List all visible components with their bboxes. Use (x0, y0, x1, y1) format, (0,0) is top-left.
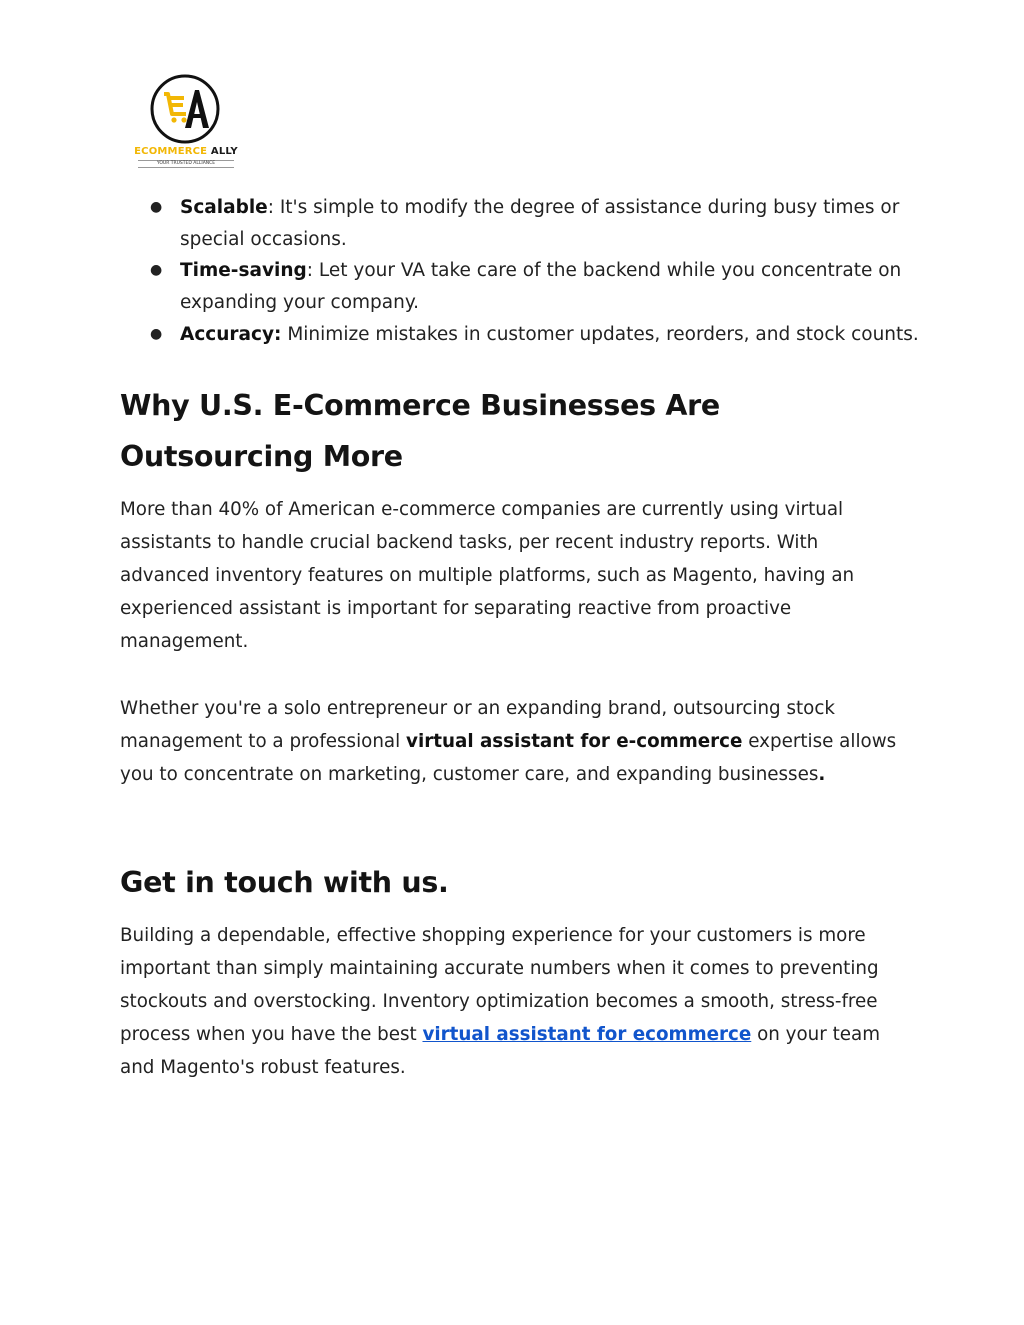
paragraph-text: expertise allows you to concentrate on marketing, customer care, and expanding businesses (120, 731, 897, 785)
bullet-icon: ● (150, 262, 163, 279)
bullet-text: : Let your VA take care of the backend while you concentrate on expanding your company. (180, 260, 902, 314)
list-item (120, 319, 920, 351)
emphasis-virtual-assistant: virtual assistant for e-commerce (406, 731, 743, 752)
paragraph-text: Building a dependable, effective shopping experience for your customers is more important than simply maintaining accurate numbers when it comes to preventing stockouts and overstocking. Inventory optimization becomes a smooth, stress-free process when you have the best (120, 925, 879, 1045)
virtual-assistant-link[interactable]: virtual assistant for ecommerce (422, 1024, 752, 1045)
bullet-icon: ● (150, 199, 163, 215)
paragraph-outsourcing (120, 692, 910, 791)
list-item (120, 255, 920, 318)
paragraph-text: Whether you're a solo entrepreneur or an expanding brand, outsourcing stock management to a professional (120, 698, 835, 752)
paragraph-text: on your team and Magento's robust features. (120, 1024, 881, 1078)
bullet-icon: ● (150, 325, 163, 342)
section-heading-outsourcing: Why U.S. E-Commerce Businesses Are Outsourcing More (120, 389, 720, 473)
paragraph-contact (120, 919, 910, 1084)
paragraph-statistics: More than 40% of American e-commerce companies are currently using virtual assistants to handle crucial backend tasks, per recent industry reports. With advanced inventory features on multiple platforms, such as Magento, having an experienced assistant is important for separating reactive from proactive management. (120, 499, 855, 652)
logo-word-ecommerce: ECOMMERCE (134, 146, 208, 157)
bullet-term: Scalable (180, 197, 268, 218)
bullet-term: Accuracy: (180, 323, 282, 345)
logo-word-ally: ALLY (210, 146, 238, 157)
section-heading-contact: Get in touch with us. (120, 866, 449, 899)
logo-tagline: YOUR TRUSTED ALLIANCE (138, 160, 234, 168)
benefits-list (120, 192, 920, 351)
paragraph-end-mark: . (818, 764, 826, 785)
bullet-text: : It's simple to modify the degree of assistance during busy times or special occasions. (180, 197, 900, 250)
company-logo (128, 72, 244, 172)
bullet-term: Time-saving (180, 260, 307, 282)
logo-emblem-icon (128, 72, 244, 146)
bullet-text: Minimize mistakes in customer updates, reorders, and stock counts. (281, 323, 919, 345)
logo-wordmark (128, 146, 244, 157)
list-item (120, 192, 920, 255)
